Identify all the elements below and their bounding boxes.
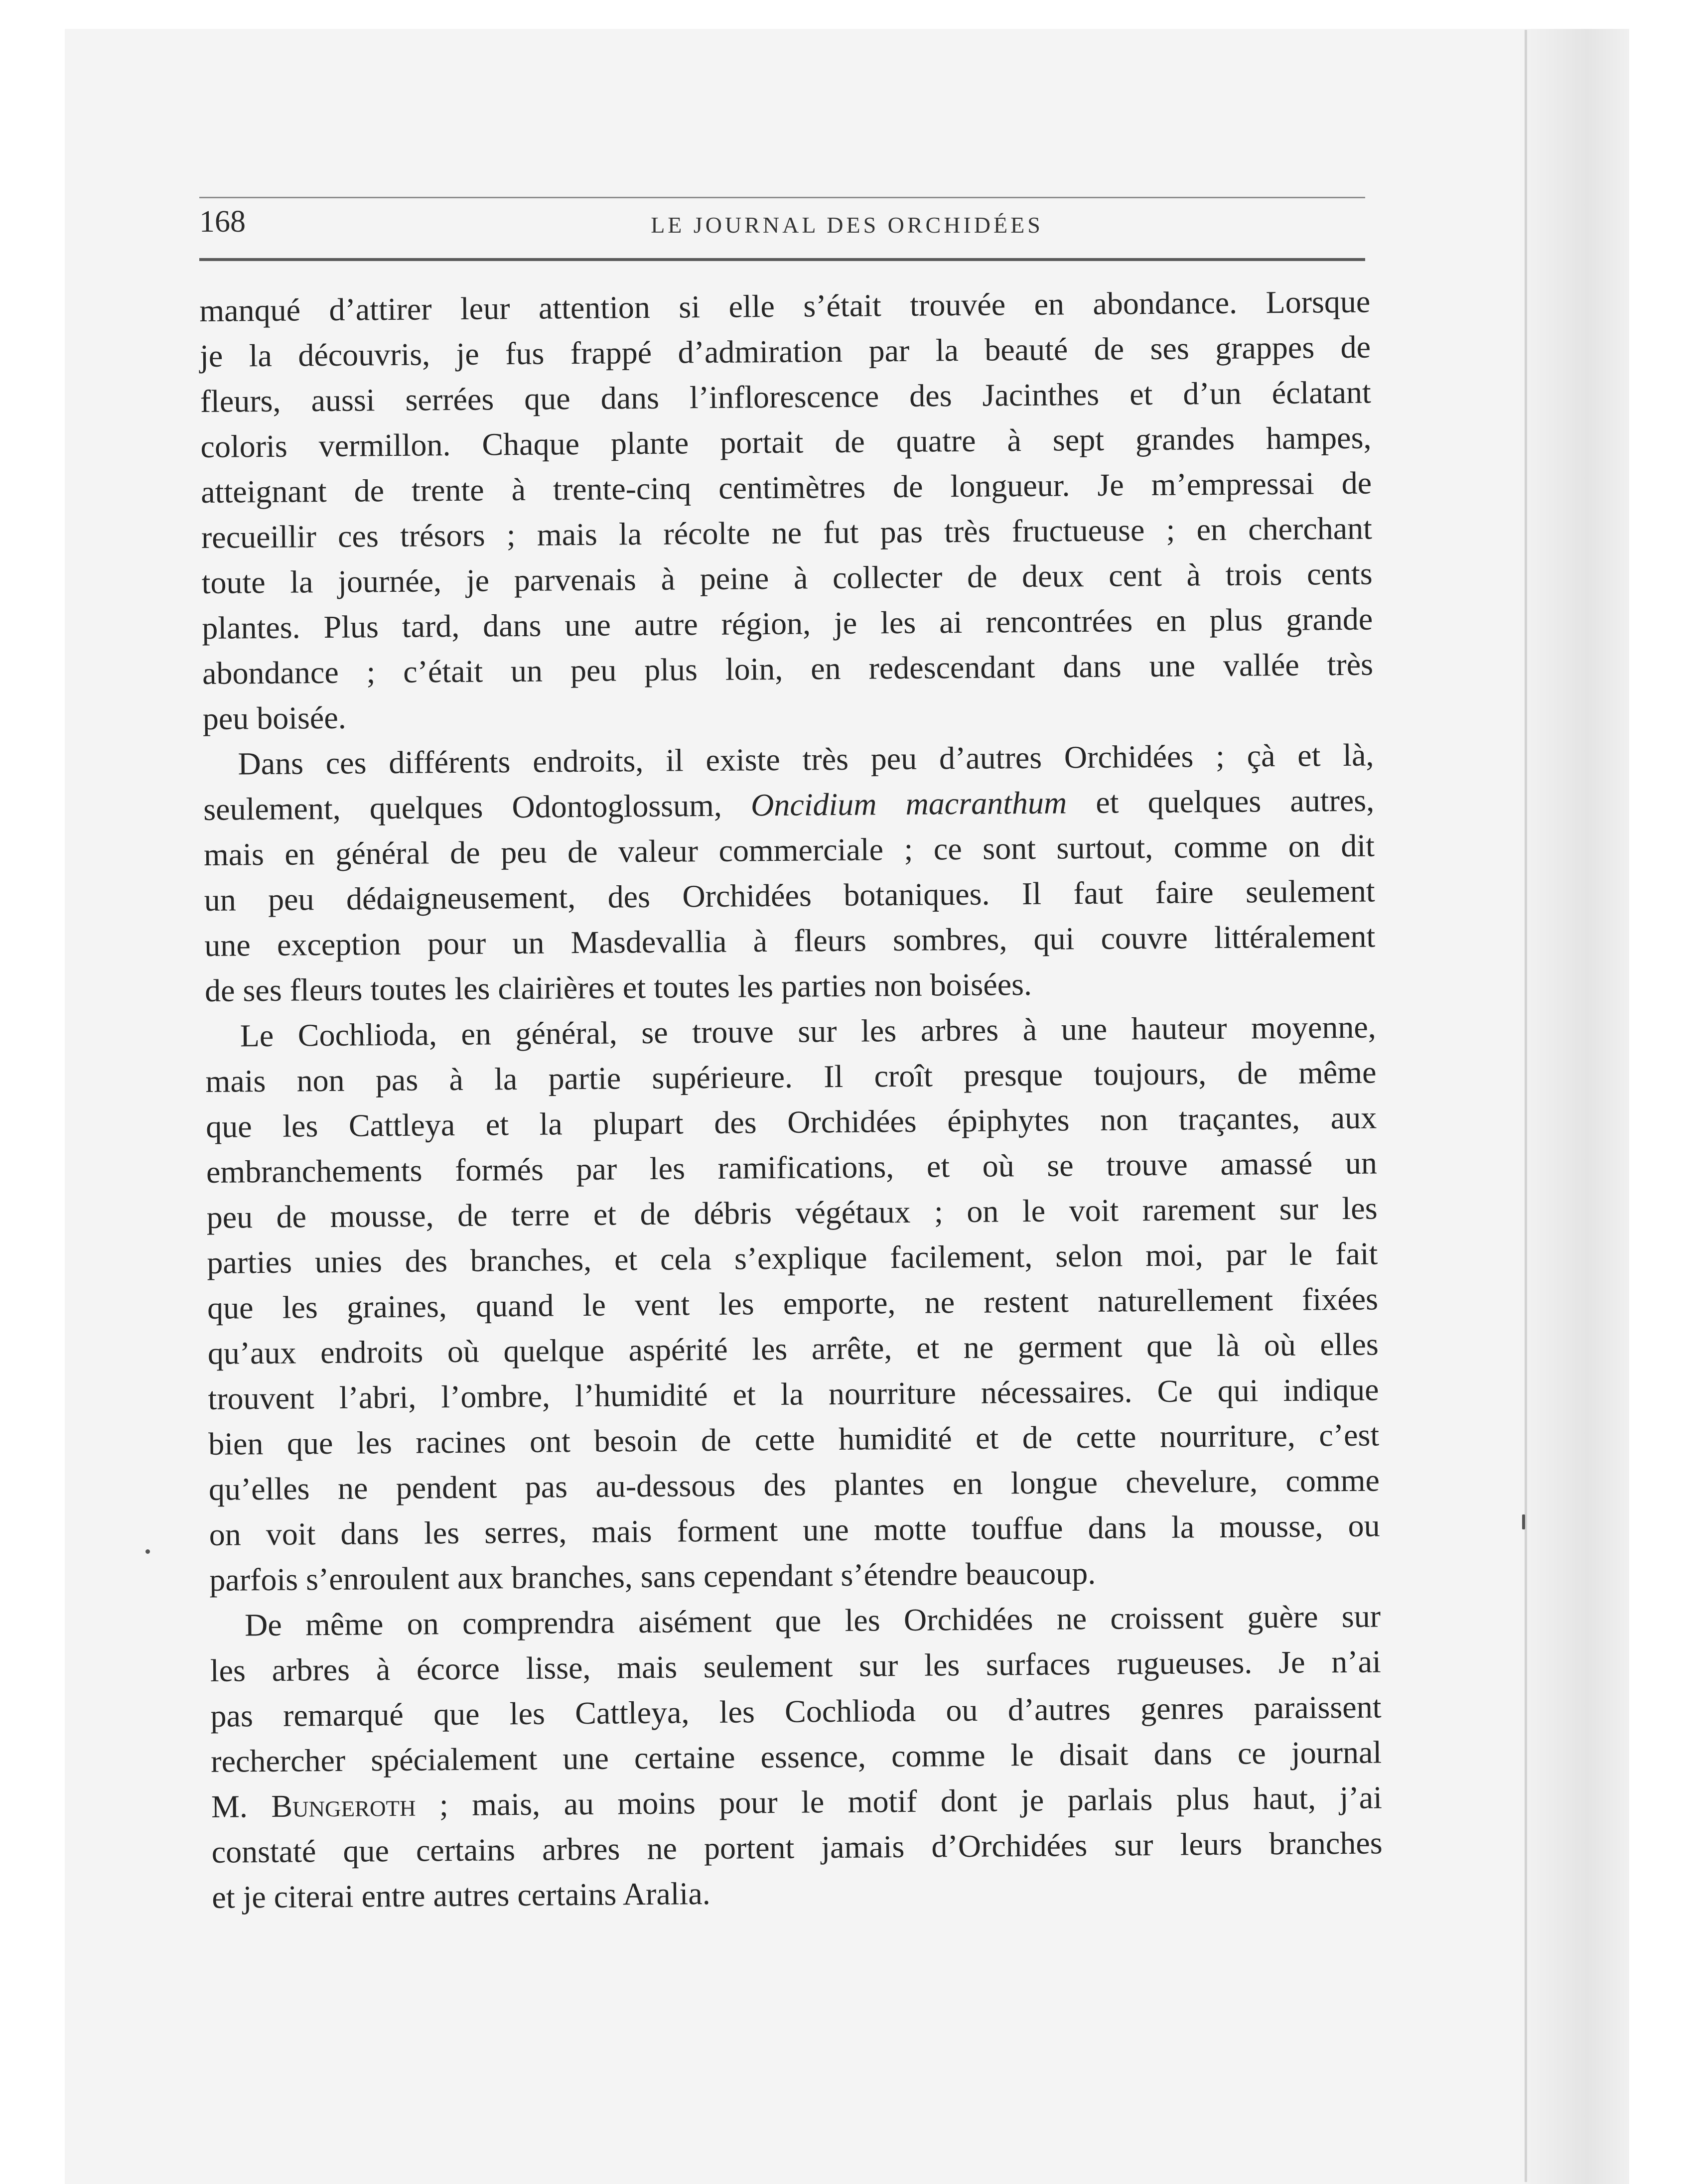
text-fragment: et quelques autres, [1066, 782, 1375, 820]
text-line: que les Cattleya et la plupart des Orchidées épiphytes non traçantes, aux [205, 1099, 1377, 1144]
text-fragment: seulement, quelques Odontoglossum, [203, 787, 751, 827]
page-number: 168 [199, 205, 246, 239]
text-fragment: ; mais, au moins pour le motif dont je parlais plus haut, j’ai [416, 1779, 1383, 1823]
page-gutter-line [1525, 30, 1527, 2182]
paragraph-4 [210, 1593, 1383, 1919]
text-line: peu boisée. [202, 699, 346, 736]
text-line: recueillir ces trésors ; mais la récolte ne fut pas très fructueuse ; en cherchant [201, 510, 1373, 555]
paragraph-3 [205, 1004, 1380, 1602]
text-line: pas remarqué que les Cattleya, les Cochlioda ou d’autres genres paraissent [210, 1689, 1382, 1734]
text-line: manqué d’attirer leur attention si elle s’était trouvée en abondance. Lorsque [199, 283, 1371, 328]
text-line: un peu dédaigneusement, des Orchidées botaniques. Il faut faire seulement [204, 873, 1375, 918]
text-line: abondance ; c’était un peu plus loin, en redescendant dans une vallée très [202, 646, 1374, 691]
text-line: et je citerai entre autres certains Aralia. [212, 1876, 710, 1915]
text-line: mais en général de peu de valeur commerciale ; ce sont surtout, comme on dit [203, 827, 1375, 872]
text-line: constaté que certains arbres ne portent jamais d’Orchidées sur leurs branches [211, 1825, 1383, 1870]
text-line: Dans ces différents endroits, il existe très peu d’autres Orchidées ; çà et là, [238, 737, 1374, 782]
text-line: que les graines, quand le vent les emporte, ne restent naturellement fixées [207, 1281, 1379, 1326]
body-text [199, 279, 1383, 1920]
paragraph-1 [199, 279, 1374, 741]
running-title: LE JOURNAL DES ORCHIDÉES [651, 212, 1043, 238]
page-edge-shadow [1525, 29, 1629, 2184]
text-fragment: M. [211, 1788, 272, 1824]
text-line: bien que les racines ont besoin de cette humidité et de cette nourriture, c’est [208, 1417, 1380, 1462]
text-line: De même on comprendra aisément que les Orchidées ne croissent guère sur [244, 1598, 1381, 1643]
text-line: qu’elles ne pendent pas au-dessous des plantes en longue chevelure, comme [208, 1462, 1380, 1507]
text-line: une exception pour un Masdevallia à fleurs sombres, qui couvre littéralement [204, 918, 1376, 963]
header-rule-top [199, 197, 1365, 198]
text-line: plantes. Plus tard, dans une autre région, je les ai rencontrées en plus grande [202, 601, 1373, 646]
text-line: qu’aux endroits où quelque aspérité les arrête, et ne germent que là où elles [207, 1326, 1379, 1371]
text-line: peu de mousse, de terre et de débris végétaux ; on le voit rarement sur les [206, 1190, 1378, 1235]
text-line: rechercher spécialement une certaine essence, comme le disait dans ce journal [210, 1734, 1382, 1779]
text-line: fleurs, aussi serrées que dans l’inflorescence des Jacinthes et d’un éclatant [200, 374, 1371, 419]
species-name: Oncidium macranthum [750, 785, 1067, 823]
text-line: coloris vermillon. Chaque plante portait de quatre à sept grandes hampes, [200, 419, 1372, 464]
text-line: mais non pas à la partie supérieure. Il croît presque toujours, de même [205, 1054, 1377, 1099]
text-line: de ses fleurs toutes les clairières et toutes les parties non boisées. [204, 966, 1032, 1008]
text-line: je la découvris, je fus frappé d’admiration par la beauté de ses grappes de [199, 329, 1371, 374]
text-line: les arbres à écorce lisse, mais seulement sur les surfaces rugueuses. Je n’ai [210, 1643, 1382, 1688]
scan-speck [145, 1549, 150, 1554]
author-name: Bungeroth [271, 1787, 416, 1824]
scan-speck [1522, 1514, 1525, 1529]
text-line: parfois s’enroulent aux branches, sans cependant s’étendre beaucoup. [209, 1555, 1096, 1598]
text-line: embranchements formés par les ramifications, et où se trouve amassé un [206, 1145, 1378, 1190]
text-line: parties unies des branches, et cela s’explique facilement, selon moi, par le fait [207, 1235, 1378, 1280]
text-line: trouvent l’abri, l’ombre, l’humidité et la nourriture nécessaires. Ce qui indique [208, 1371, 1379, 1416]
paragraph-2 [203, 732, 1376, 1013]
text-line: Le Cochlioda, en général, se trouve sur les arbres à une hauteur moyenne, [240, 1009, 1376, 1054]
text-line: toute la journée, je parvenais à peine à collecter de deux cent à trois cents [201, 555, 1373, 600]
text-line: atteignant de trente à trente-cinq centimètres de longueur. Je m’empressai de [200, 465, 1372, 510]
text-line: on voit dans les serres, mais forment une motte touffue dans la mousse, ou [209, 1507, 1380, 1552]
header-rule-bottom [199, 258, 1365, 261]
